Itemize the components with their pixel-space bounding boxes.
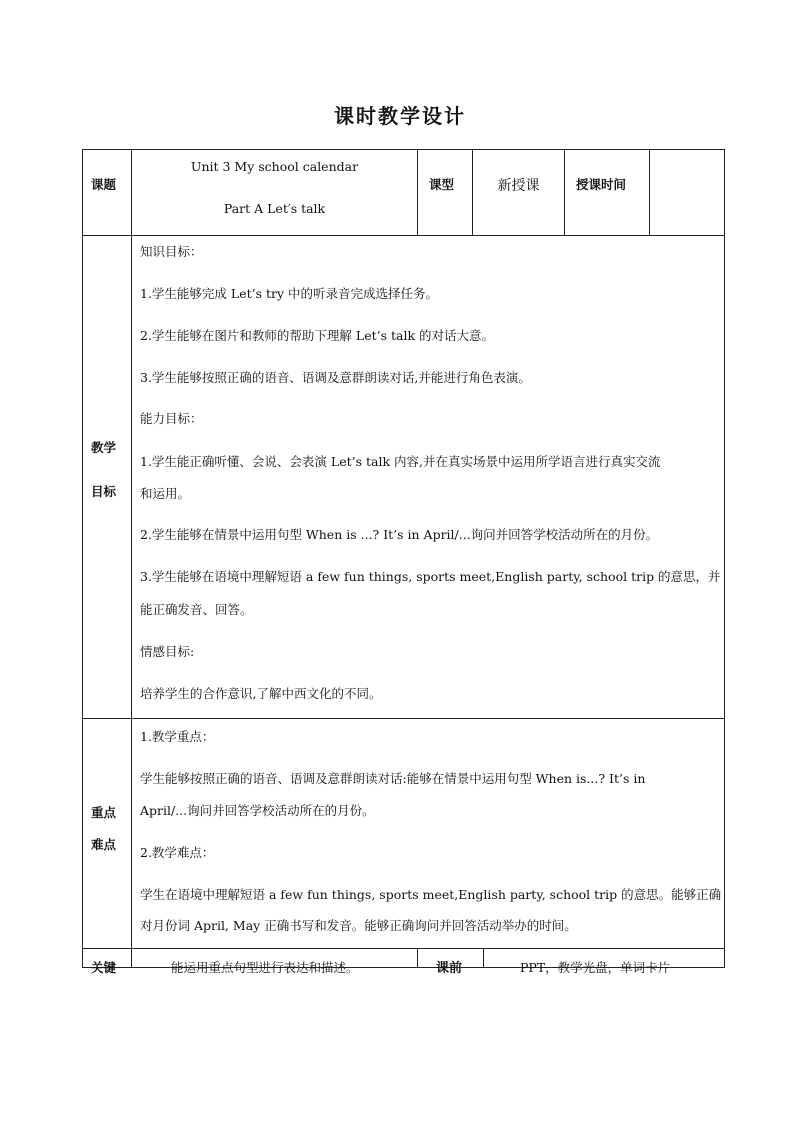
column-divider	[131, 149, 132, 948]
column-divider	[131, 948, 132, 968]
ability-item-3-line-2: 能正确发音、回答。	[140, 602, 253, 617]
knowledge-item-2: 2.学生能够在图片和教师的帮助下理解 Let’s talk 的对话大意。	[140, 328, 495, 343]
knowledge-item-1: 1.学生能够完成 Let’s try 中的听录音完成选择任务。	[140, 286, 439, 301]
topic-line-2: Part A Let′s talk	[223, 201, 326, 216]
row-divider	[82, 948, 725, 949]
key-label: 关键	[91, 960, 117, 975]
difficulty-line-1: 学生在语境中理解短语 a few fun things, sports meet,English party, school trip 的意思。能够正确	[140, 887, 722, 902]
objectives-label-2: 目标	[91, 484, 117, 499]
difficulty-heading: 2.教学难点：	[140, 845, 215, 860]
lesson-plan-table	[82, 149, 725, 976]
focus-line-2: April/...询问并回答学校活动所在的月份。	[140, 803, 375, 818]
ability-heading: 能力目标：	[140, 411, 203, 426]
row-divider	[82, 235, 725, 236]
ability-item-2: 2.学生能够在情景中运用句型 When is ...? It’s in April/...询问并回答学校活动所在的月份。	[140, 527, 659, 542]
column-divider	[417, 948, 418, 968]
keypoints-label-1: 重点	[91, 805, 117, 820]
column-divider	[483, 948, 484, 968]
knowledge-heading: 知识目标：	[140, 244, 203, 259]
ability-item-3-line-1: 3.学生能够在语境中理解短语 a few fun things, sports meet,English party, school trip 的意思，并	[140, 569, 721, 584]
table-border-left	[82, 149, 83, 968]
type-label: 课型	[429, 177, 455, 192]
column-divider	[649, 149, 650, 235]
page-title: 课时教学设计	[334, 104, 466, 128]
topic-line-1: Unit 3 My school calendar	[190, 159, 359, 174]
keypoints-label-2: 难点	[91, 837, 117, 852]
row-divider	[82, 718, 725, 719]
column-divider	[417, 149, 418, 235]
emotion-item-1: 培养学生的合作意识,了解中西文化的不同。	[140, 686, 382, 701]
type-value: 新授课	[497, 178, 540, 194]
column-divider	[564, 149, 565, 235]
ability-item-1-line-1: 1.学生能正确听懂、会说、会表演 Let’s talk 内容,并在真实场景中运用所学语言进行真实交流	[140, 454, 661, 469]
key-value: 能运用重点句型进行表达和描述。	[171, 960, 359, 975]
difficulty-line-2: 对月份词 April, May 正确书写和发音。能够正确询问并回答活动举办的时间。	[140, 918, 577, 933]
table-border-top	[82, 149, 725, 150]
focus-line-1: 学生能够按照正确的语音、语调及意群朗读对话:能够在情景中运用句型 When is...? It’s in	[140, 771, 646, 786]
focus-heading: 1.教学重点：	[140, 729, 215, 744]
prep-value: PPT，教学光盘，单词卡片	[520, 960, 671, 975]
topic-label: 课题	[91, 177, 117, 192]
emotion-heading: 情感目标:	[140, 644, 195, 659]
prep-label: 课前	[436, 961, 463, 976]
knowledge-item-3: 3.学生能够按照正确的语音、语调及意群朗读对话,并能进行角色表演。	[140, 370, 531, 385]
time-label: 授课时间	[576, 177, 627, 192]
table-border-right	[724, 149, 725, 968]
objectives-label-1: 教学	[91, 440, 117, 455]
ability-item-1-line-2: 和运用。	[140, 486, 191, 501]
